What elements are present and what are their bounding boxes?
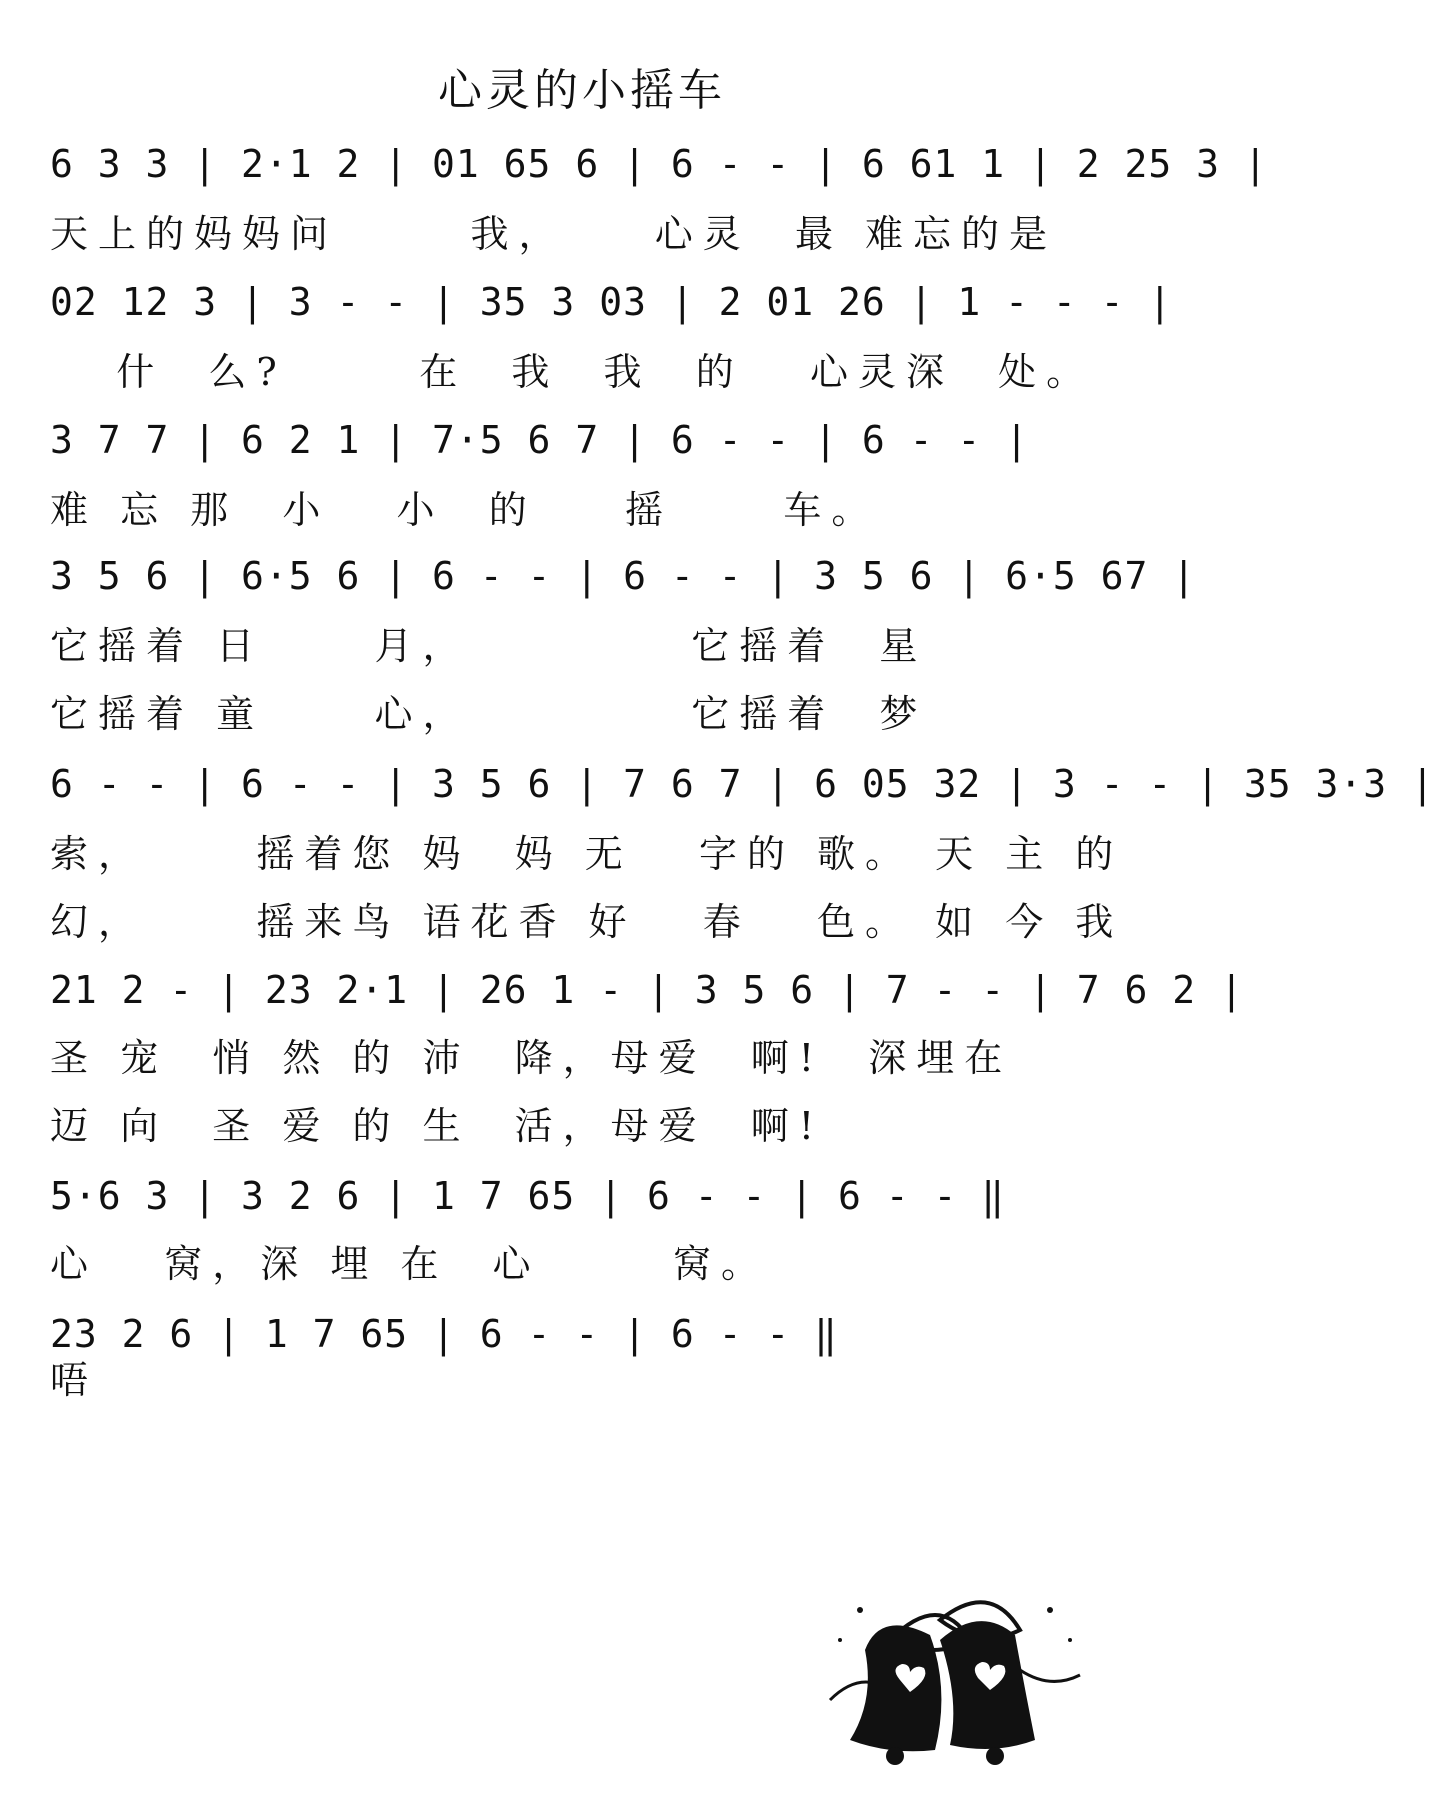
lyric-row: 天上的妈妈问 我， 心灵 最 难忘的是: [50, 212, 1058, 256]
notation-row: 3 7 7 | 6 2 1 | 7·5 6 7 | 6 - - | 6 - - |: [50, 418, 1029, 462]
notation-row: 5·6 3 | 3 2 6 | 1 7 65 | 6 - - | 6 - - ‖: [50, 1174, 1006, 1218]
lyric-row: 难 忘 那 小 小 的 摇 车。: [50, 488, 880, 532]
lyric-row: 圣 宠 悄 然 的 沛 降，母爱 啊! 深埋在: [50, 1036, 1013, 1080]
lyric-row: 索， 摇着您 妈 妈 无 字的 歌。 天 主 的: [50, 832, 1124, 876]
song-title: 心灵的小摇车: [438, 65, 726, 116]
lyric-row: 心 窝，深 埋 在 心 窝。: [50, 1242, 770, 1286]
lyric-row: 唔: [50, 1358, 99, 1402]
notation-row: 21 2 - | 23 2·1 | 26 1 - | 3 5 6 | 7 - - | 7 6 2 |: [50, 968, 1244, 1012]
bells-icon: [820, 1580, 1090, 1770]
lyric-row: 它摇着 日 月， 它摇着 星: [50, 624, 928, 668]
notation-row: 02 12 3 | 3 - - | 35 3 03 | 2 01 26 | 1 - - - |: [50, 280, 1173, 324]
lyric-row: 什 么? 在 我 我 的 心灵深 处。: [50, 350, 1095, 394]
notation-row: 3 5 6 | 6·5 6 | 6 - - | 6 - - | 3 5 6 | 6·5 67 |: [50, 554, 1197, 598]
notation-row: 6 - - | 6 - - | 3 5 6 | 7 6 7 | 6 05 32 | 3 - - | 35 3·3 |: [50, 762, 1435, 806]
notation-row: 6 3 3 | 2·1 2 | 01 65 6 | 6 - - | 6 61 1 | 2 25 3 |: [50, 142, 1268, 186]
lyric-row: 它摇着 童 心， 它摇着 梦: [50, 692, 928, 736]
notation-row: 23 2 6 | 1 7 65 | 6 - - | 6 - - ‖: [50, 1312, 838, 1356]
lyric-row: 幻， 摇来鸟 语花香 好 春 色。 如 今 我: [50, 900, 1124, 944]
lyric-row: 迈 向 圣 爱 的 生 活，母爱 啊!: [50, 1104, 825, 1148]
